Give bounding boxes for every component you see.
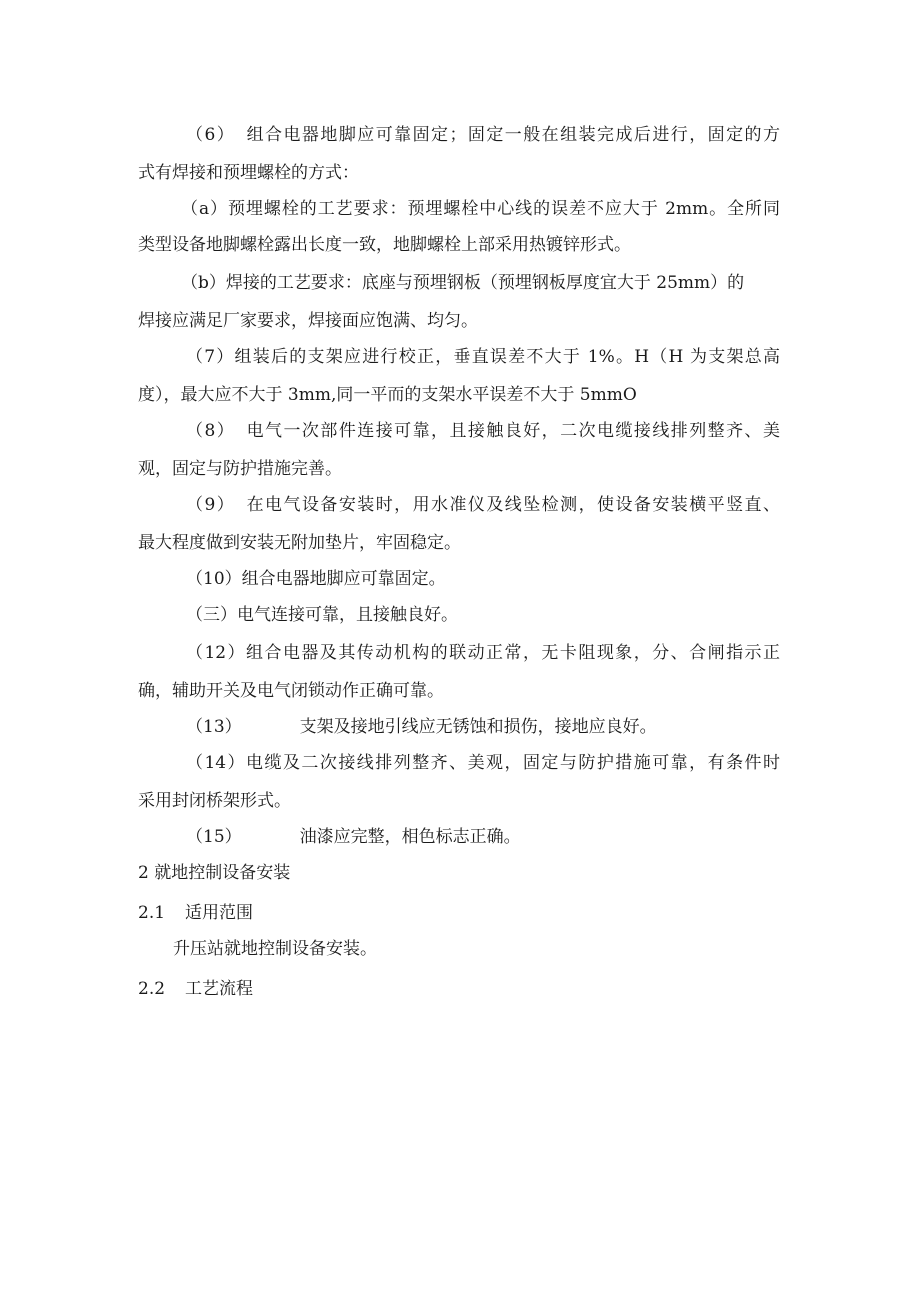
section-title-2-1: 适用范围 (185, 903, 254, 923)
paragraph-9-line-1 (186, 494, 780, 516)
section-number-2-2: 2.2 (138, 979, 166, 999)
section-number-2-1: 2.1 (138, 903, 166, 923)
paragraph-15 (186, 826, 521, 848)
paragraph-a-line-1: （a）预埋螺栓的工艺要求：预埋螺栓中心线的误差不应大于 2mm。全所同 (181, 199, 780, 219)
paragraph-9-line-2: 最大程度做到安装无附加垫片，牢固稳定。 (138, 533, 461, 553)
section-heading-2-2 (138, 978, 253, 1000)
paragraph-8-line-1 (186, 420, 780, 442)
paragraph-11: （三）电气连接可靠，且接触良好。 (186, 605, 458, 625)
paragraph-6-line-1 (186, 124, 780, 146)
paragraph-10: （10）组合电器地脚应可靠固定。 (186, 569, 446, 589)
section-heading-2-1 (138, 902, 253, 924)
section-heading-2: 2 就地控制设备安装 (138, 863, 291, 883)
paragraph-12-line-2: 确，辅助开关及电气闭锁动作正确可靠。 (138, 681, 444, 701)
paragraph-13-text: 支架及接地引线应无锈蚀和损伤，接地应良好。 (299, 717, 657, 737)
paragraph-2-1: 升压站就地控制设备安装。 (173, 939, 377, 959)
paragraph-b-line-1: （b）焊接的工艺要求：底座与预埋钢板（预埋钢板厚度宜大于 25mm）的 (181, 273, 745, 293)
paragraph-6-line-2: 式有焊接和预埋螺栓的方式： (138, 163, 359, 183)
paragraph-13 (186, 716, 657, 738)
section-title-2-2: 工艺流程 (185, 979, 254, 999)
paragraph-a-line-2: 类型设备地脚螺栓露出长度一致，地脚螺栓上部采用热镀锌形式。 (138, 235, 631, 255)
paragraph-14-line-2: 采用封闭桥架形式。 (138, 791, 291, 811)
item-number-15: （15） (186, 827, 242, 847)
item-number-13: （13） (186, 717, 242, 737)
item-number-8: （8） (186, 421, 236, 441)
paragraph-9-text-1: 在电气设备安装时，用水准仪及线坠检测，使设备安装横平竖直、 (245, 495, 780, 515)
paragraph-12-line-1: （12）组合电器及其传动机构的联动正常，无卡阻现象，分、合闸指示正 (186, 643, 780, 663)
paragraph-8-text-1: 电气一次部件连接可靠，且接触良好，二次电缆接线排列整齐、美 (245, 421, 780, 441)
paragraph-14-line-1: （14）电缆及二次接线排列整齐、美观，固定与防护措施可靠，有条件时 (186, 753, 780, 773)
paragraph-8-line-2: 观，固定与防护措施完善。 (138, 459, 342, 479)
item-number-6: （6） (186, 125, 236, 145)
item-number-9: （9） (186, 495, 236, 515)
paragraph-15-text: 油漆应完整，相色标志正确。 (299, 827, 521, 847)
paragraph-7-line-1: （7）组装后的支架应进行校正，垂直误差不大于 1%。H（H 为支架总高 (186, 347, 780, 367)
paragraph-6-text-1: 组合电器地脚应可靠固定；固定一般在组装完成后进行，固定的方 (245, 125, 780, 145)
paragraph-b-line-2: 焊接应满足厂家要求，焊接面应饱满、均匀。 (138, 311, 478, 331)
paragraph-7-line-2: 度），最大应不大于 3mm,同一平而的支架水平误差不大于 5mmO (138, 385, 637, 405)
